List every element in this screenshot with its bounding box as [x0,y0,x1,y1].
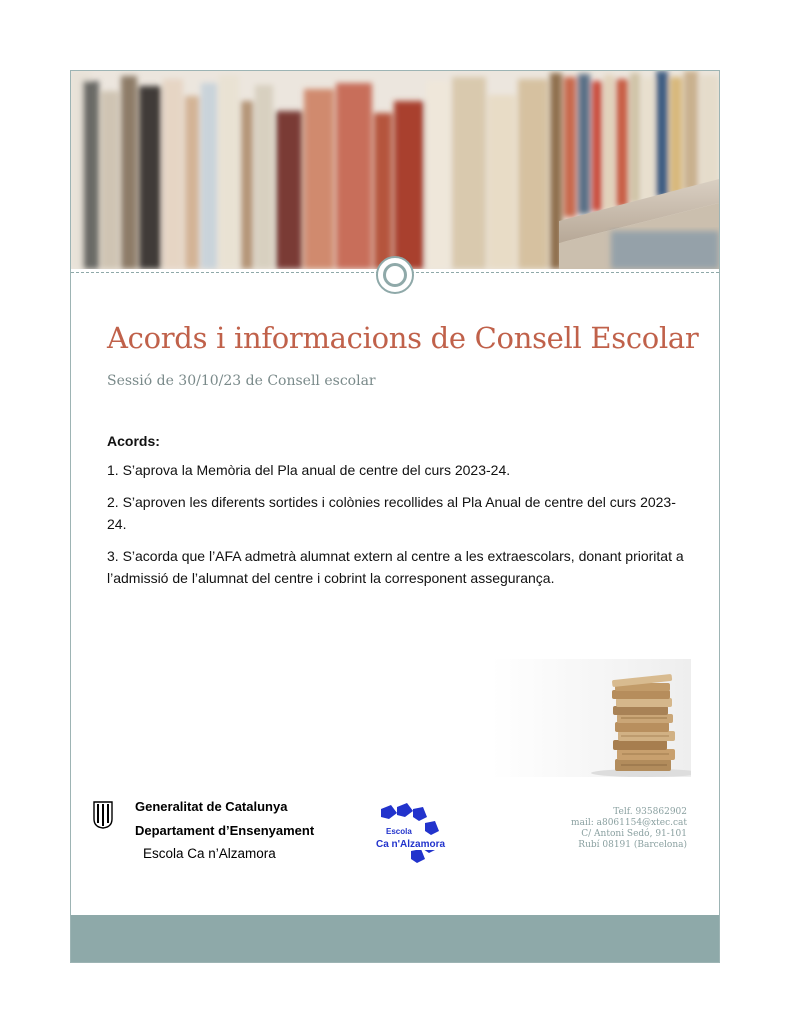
contact-block [571,807,687,851]
contact-email: mail: a8061154@xtec.cat [571,818,687,828]
agreement-item-2: 2. S’aproven les diferents sortides i colònies recollides al Pla Anual de centre del curs 2023-24. [107,494,676,532]
page-title: Acords i informacions de Consell Escolar [107,321,699,355]
agreement-item-3: 3. S’acorda que l’AFA admetrà alumnat extern al centre a les extraescolars, donant prioritat a l’admissió de l’alumnat del centre i cobrint la corresponent assegurança. [107,548,684,586]
institution-line-2: Departament d’Ensenyament [135,823,315,838]
agreement-item-1: 1. S’aprova la Memòria del Pla anual de centre del curs 2023-24. [107,462,511,478]
section-heading: Acords: [107,433,160,449]
contact-address: C/ Antoni Sedó, 91-101 [581,829,687,839]
logo-line-1: Escola [386,827,412,836]
school-name: Escola Ca n’Alzamora [143,846,276,861]
contact-phone: Telf. 935862902 [613,807,687,817]
generalitat-seal-icon [93,801,113,829]
contact-city: Rubí 08191 (Barcelona) [578,840,687,850]
school-logo [373,803,455,863]
logo-line-2: Ca n'Alzamora [376,839,446,850]
book-stack-photo [491,659,691,777]
session-subtitle: Sessió de 30/10/23 de Consell escolar [107,373,376,389]
document-page [70,70,720,963]
institution-line-1: Generalitat de Catalunya [135,799,288,814]
bookshelf-photo [71,71,719,269]
decorative-ring-icon [376,256,414,294]
footer-bar [71,915,719,962]
